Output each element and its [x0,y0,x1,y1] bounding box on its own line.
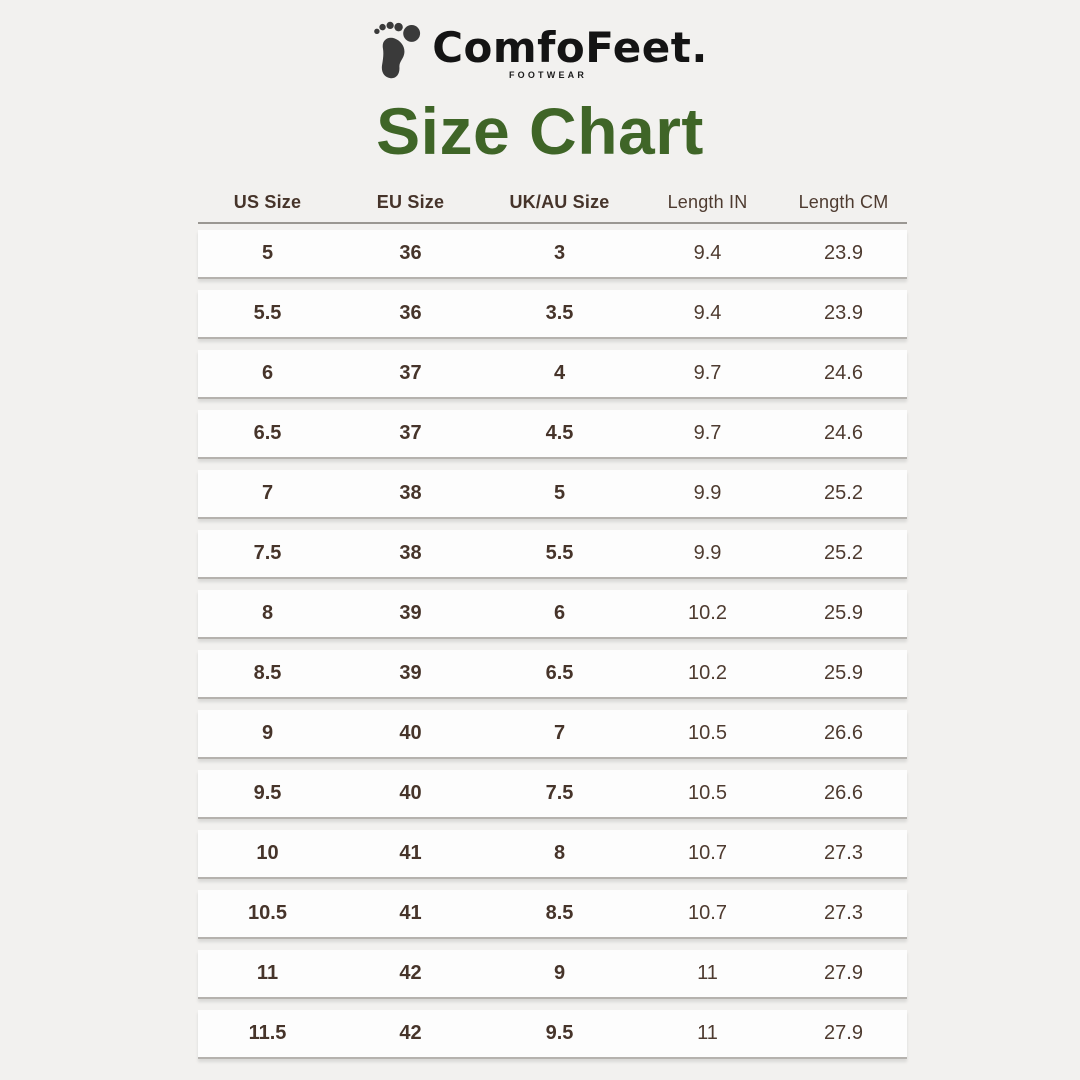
table-cell: 23.9 [824,302,863,325]
table-cell: 10.5 [688,782,727,805]
table-cell: 5.5 [253,302,282,325]
table-cell: 23.9 [824,242,863,265]
brand-header [0,16,1080,167]
table-row [198,950,907,999]
table-cell: 9 [261,722,274,745]
table-cell: 9.7 [693,362,722,385]
table-cell: 26.6 [824,722,863,745]
table-cell: 36 [399,242,422,265]
table-cell: 11 [256,962,279,985]
table-row [198,830,907,879]
table-cell: 4 [553,362,566,385]
table-row [198,770,907,819]
table-body [198,230,907,1059]
table-cell: 11.5 [248,1022,287,1045]
table-cell: 25.2 [824,482,863,505]
table-cell: 40 [399,782,422,805]
table-cell: 27.9 [824,1022,863,1045]
table-cell: 10 [256,842,279,865]
table-cell: 27.9 [824,962,863,985]
size-table [198,192,907,1059]
table-cell: 39 [399,662,422,685]
table-cell: 41 [399,842,422,865]
table-cell: 36 [399,302,422,325]
table-cell: 7 [553,722,566,745]
table-cell: 9.4 [693,302,722,325]
column-header: Length CM [798,192,889,213]
table-cell: 10.7 [688,842,727,865]
table-cell: 27.3 [824,842,863,865]
table-cell: 37 [399,362,422,385]
page-title: Size Chart [376,94,704,168]
table-cell: 4.5 [545,422,574,445]
table-row [198,590,907,639]
table-cell: 11 [697,962,718,985]
table-cell: 9.5 [545,1022,574,1045]
table-cell: 25.9 [824,662,863,685]
brand-logo [0,16,1080,90]
table-row [198,530,907,579]
brand-text-block [432,23,708,80]
table-cell: 42 [399,962,422,985]
table-cell: 10.2 [688,662,727,685]
table-cell: 10.5 [688,722,727,745]
table-row [198,470,907,519]
table-header-row [198,192,907,224]
table-cell: 38 [399,482,422,505]
table-cell: 3 [553,242,566,265]
table-cell: 37 [399,422,422,445]
table-cell: 8.5 [253,662,282,685]
table-cell: 7 [261,482,274,505]
table-cell: 10.5 [248,902,287,925]
column-header: Length IN [667,192,748,213]
table-cell: 10.2 [688,602,727,625]
table-cell: 8 [553,842,566,865]
column-header: UK/AU Size [509,192,610,213]
table-cell: 8 [261,602,274,625]
table-cell: 25.9 [824,602,863,625]
brand-tagline: FOOTWEAR [508,69,588,80]
table-cell: 9.4 [693,242,722,265]
table-cell: 5.5 [545,542,574,565]
table-cell: 3.5 [545,302,574,325]
table-row [198,410,907,459]
table-cell: 6.5 [253,422,282,445]
table-cell: 5 [261,242,274,265]
table-cell: 25.2 [824,542,863,565]
table-cell: 39 [399,602,422,625]
table-cell: 9.9 [693,542,722,565]
table-cell: 9 [553,962,566,985]
table-row [198,650,907,699]
brand-name: ComfoFeet. [432,23,708,73]
column-header: US Size [233,192,302,213]
table-cell: 7.5 [545,782,574,805]
table-cell: 6.5 [545,662,574,685]
table-row [198,290,907,339]
table-row [198,890,907,939]
footprint-icon [372,18,426,86]
table-cell: 7.5 [253,542,282,565]
table-cell: 9.5 [253,782,282,805]
table-cell: 9.9 [693,482,722,505]
table-cell: 6 [553,602,566,625]
table-cell: 41 [399,902,422,925]
table-cell: 24.6 [824,362,863,385]
table-cell: 42 [399,1022,422,1045]
table-cell: 9.7 [693,422,722,445]
table-cell: 8.5 [545,902,574,925]
table-row [198,350,907,399]
table-cell: 11 [697,1022,718,1045]
table-cell: 27.3 [824,902,863,925]
table-row [198,710,907,759]
table-cell: 40 [399,722,422,745]
column-header: EU Size [376,192,445,213]
table-cell: 6 [261,362,274,385]
table-cell: 38 [399,542,422,565]
table-cell: 24.6 [824,422,863,445]
table-row [198,1010,907,1059]
table-cell: 10.7 [688,902,727,925]
table-cell: 26.6 [824,782,863,805]
table-cell: 5 [553,482,566,505]
table-row [198,230,907,279]
